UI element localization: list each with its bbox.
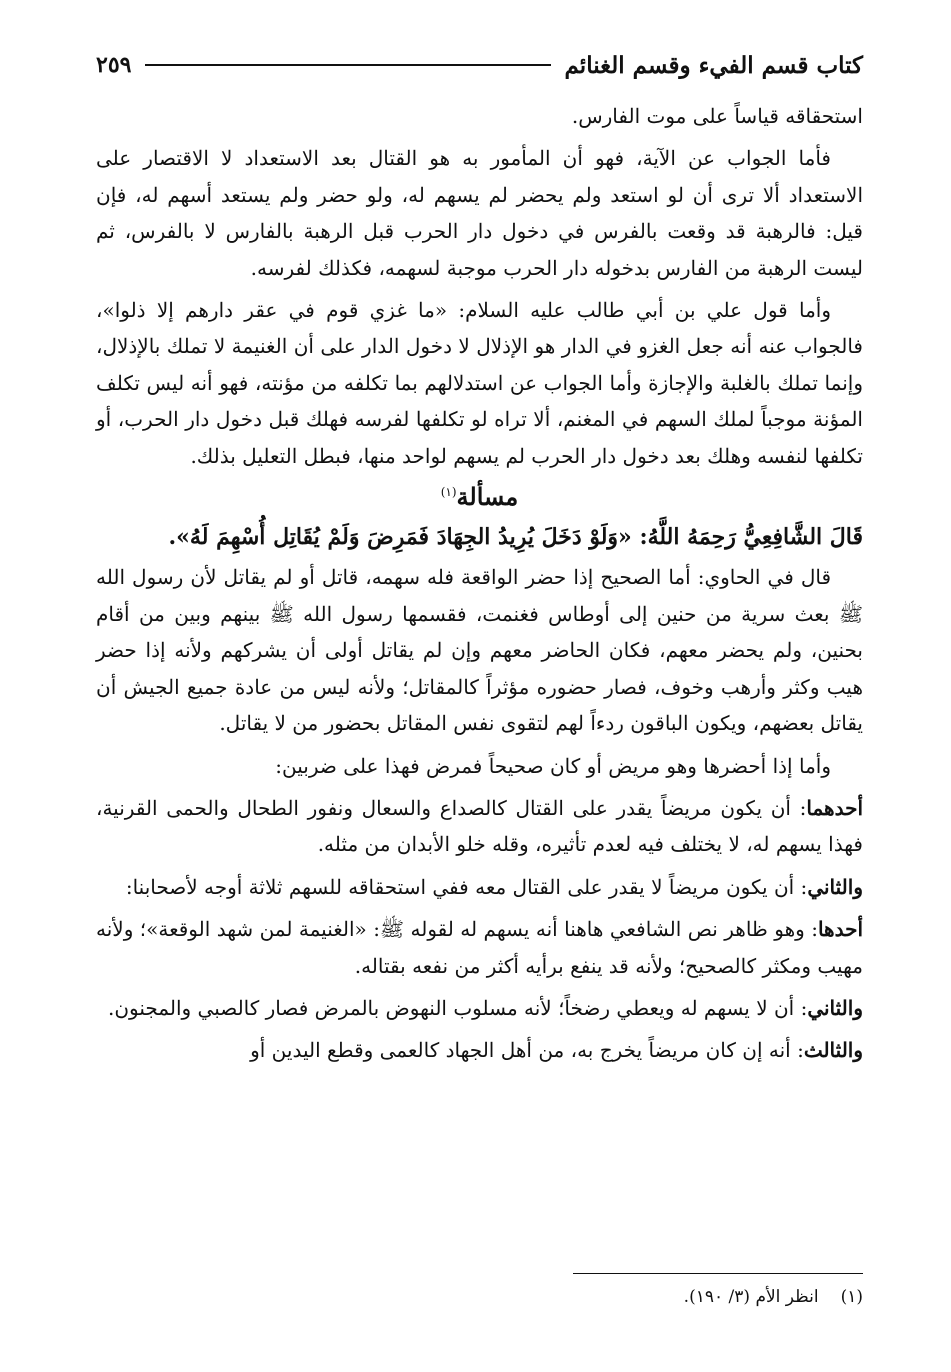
- running-header: [96, 40, 863, 90]
- paragraph-lead: أحدهما: [806, 795, 863, 820]
- body-paragraph: [96, 869, 863, 905]
- body-paragraph: [96, 1032, 863, 1068]
- paragraph-lead: والثاني: [807, 995, 863, 1020]
- header-title: كتاب قسم الفيء وقسم الغنائم: [564, 51, 863, 79]
- section-heading: [96, 474, 863, 515]
- page-content: [96, 98, 863, 1069]
- footnote-number: (١): [840, 1287, 863, 1307]
- paragraph-lead: والثاني: [807, 874, 863, 899]
- footnote-text: انظر الأم (٣/ ١٩٠).: [683, 1287, 819, 1307]
- shafii-quote: قَالَ الشَّافِعِيُّ رَحِمَهُ اللَّهُ: «وَلَوْ دَخَلَ يُرِيدُ الجِهَادَ فَمَرِضَ وَلَمْ يُقَاتِل أُسْهِمَ لَهُ».: [168, 524, 863, 551]
- body-paragraph: [96, 911, 863, 984]
- footnote-divider: [573, 1273, 863, 1274]
- body-paragraph: [96, 990, 863, 1026]
- page-number: ٢٥٩: [96, 52, 132, 78]
- footnote-ref: (١): [440, 485, 457, 500]
- header-rule: [145, 64, 550, 66]
- footnote: [96, 1282, 863, 1312]
- paragraph-text: : أن لا يسهم له ويعطي رضخاً؛ لأنه مسلوب النهوض بالمرض فصار كالصبي والمجنون.: [107, 995, 808, 1020]
- paragraph-text: : أن يكون مريضاً يقدر على القتال كالصداع والسعال ونفور الطحال والحمى القرنية، فهذا يسهم له، لا يختلف فيه لعدم تأثيره، وقله خلو الأبدان من مثله.: [96, 795, 863, 857]
- paragraph-answer-ali: وأما قول علي بن أبي طالب عليه السلام: «ما غزي قوم في عقر دارهم إلا ذلوا»، فالجواب عنه أنه جعل الغزو في الدار هو الإذلال لا دخول الدار على أن الغنيمة لا تملك بالإذلال، وإنما تملك بالغلبة والإجازة وأما الجواب عن استدلالهم بما تكلفه من مؤنته، فهو أنه ليس تكلف المؤنة موجباً لملك السهم في المغنم، ألا تراه لو تكلفها لفرسه فهلك قبل دخول دار الحرب، أو تكلفها لنفسه وهلك بعد دخول دار الحرب لم يسهم لواحد منها، فبطل التعليل بذلك.: [96, 298, 863, 468]
- paragraph-text: : أنه إن كان مريضاً يخرج به، من أهل الجهاد كالعمى وقطع اليدين أو: [250, 1038, 804, 1063]
- page: [96, 40, 863, 1352]
- body-paragraph: وأما إذا أحضرها وهو مريض أو كان صحيحاً فمرض فهذا على ضربين:: [275, 753, 831, 778]
- paragraph-text: : أن يكون مريضاً لا يقدر على القتال معه ففي استحقاقه للسهم ثلاثة أوجه لأصحابنا:: [125, 874, 808, 899]
- paragraph-lead: أحدها: [817, 917, 863, 942]
- paragraph-continuation: استحقاقه قياساً على موت الفارس.: [571, 104, 863, 128]
- body-paragraph: قال في الحاوي: أما الصحيح إذا حضر الواقعة فله سهمه، قاتل أو لم يقاتل لأن رسول الله ﷺ بعث سرية من حنين إلى أوطاس فغنمت، فقسمها رسول الله ﷺ بينهم وبين من أقام بحنين، ولم يحضر معهم، فكان الحاضر معهم وإن لم يقاتل أولى أن يشركهم ولأنه إذا حضر هيب وكثر وأرهب وخوف، فصار حضوره مؤثراً كالمقاتل؛ ولأنه ليس من عادة جميع الجيش أن يقاتل بعضهم، ويكون الباقون ردءاً لهم لتقوى نفس المقاتل بحضور من لا يقاتل.: [96, 565, 863, 736]
- paragraph-answer-verse: فأما الجواب عن الآية، فهو أن المأمور به هو القتال بعد الاستعداد لا الاقتصار على الاستعداد ألا ترى أن لو استعد ولم يحضر لم يسهم له، ولو حضر ولم يستعد أسهم له، فإن قيل: فالرهبة قد وقعت بالفرس في دخول دار الحرب قبل الرهبة بالفارس لا بالفرس، ثم ليست الرهبة من الفارس بدخوله دار الحرب موجبة لسهمه، فكذلك لفرسه.: [96, 146, 863, 280]
- paragraph-text: : وهو ظاهر نص الشافعي هاهنا أنه يسهم له لقوله ﷺ: «الغنيمة لمن شهد الوقعة»؛ ولأنه مهيب ومكثر كالصحيح؛ ولأنه قد ينفع برأيه أكثر من نفعه بقتاله.: [96, 917, 863, 978]
- section-heading-text: مسألة: [456, 482, 519, 512]
- paragraph-lead: والثالث: [803, 1038, 863, 1063]
- body-paragraph: [96, 790, 863, 863]
